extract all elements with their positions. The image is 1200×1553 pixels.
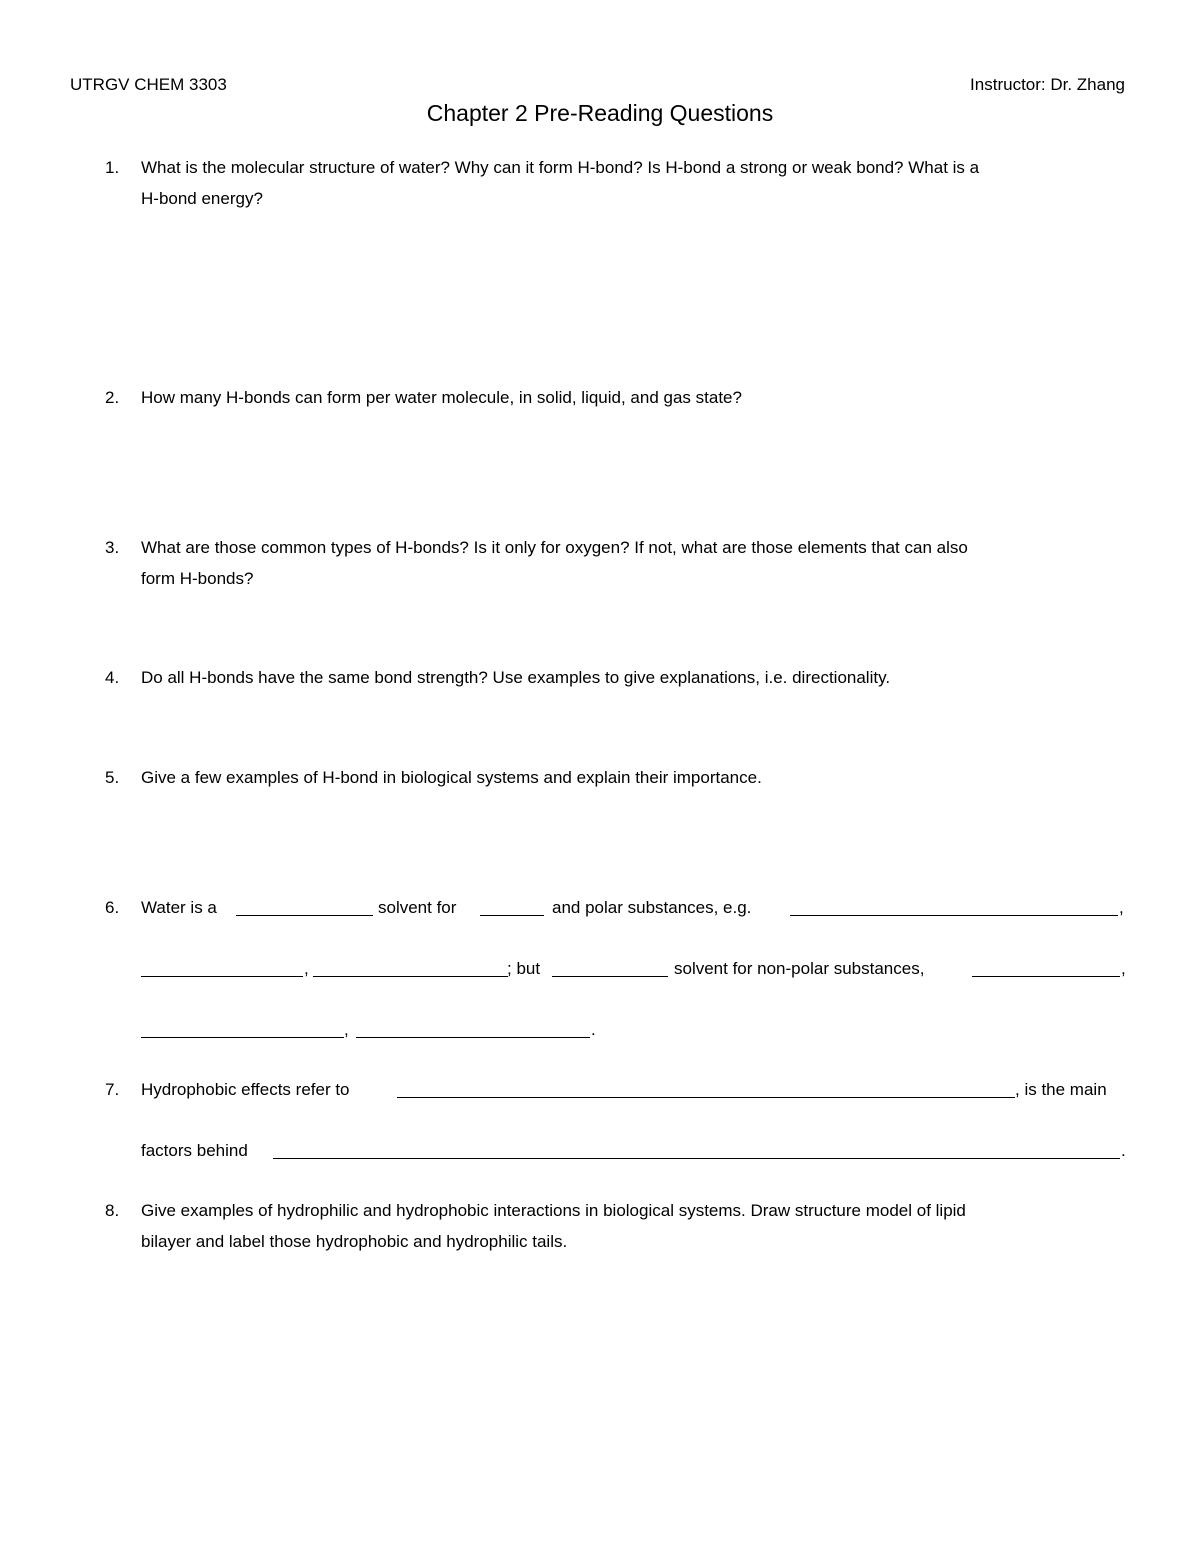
- question-number: 3.: [105, 538, 120, 557]
- question-text: Give a few examples of H-bond in biological systems and explain their importance.: [141, 768, 762, 787]
- question-text: ; but: [507, 959, 541, 978]
- question-text: , is the main: [1015, 1080, 1107, 1099]
- question-number: 2.: [105, 388, 120, 407]
- course-header: UTRGV CHEM 3303: [70, 75, 227, 94]
- question-text: Water is a: [141, 898, 217, 917]
- answer-blank[interactable]: [972, 976, 1120, 977]
- question-number: 6.: [105, 898, 120, 917]
- period: .: [591, 1020, 596, 1039]
- answer-blank[interactable]: [480, 915, 544, 916]
- comma: ,: [304, 959, 309, 978]
- question-text: bilayer and label those hydrophobic and hydrophilic tails.: [141, 1232, 568, 1251]
- question-text: What is the molecular structure of water? Why can it form H-bond? Is H-bond a strong or weak bond? What is a: [141, 158, 980, 177]
- answer-blank[interactable]: [313, 976, 508, 977]
- question-text: solvent for non-polar substances,: [674, 959, 925, 978]
- question-text: Do all H-bonds have the same bond strength? Use examples to give explanations, i.e. directionality.: [141, 668, 891, 687]
- question-text: What are those common types of H-bonds? Is it only for oxygen? If not, what are those elements that can also: [141, 538, 968, 557]
- question-text: Give examples of hydrophilic and hydrophobic interactions in biological systems. Draw structure model of lipid: [141, 1201, 966, 1220]
- question-number: 8.: [105, 1201, 120, 1220]
- instructor-header: Instructor: Dr. Zhang: [970, 75, 1125, 94]
- question-text: form H-bonds?: [141, 569, 254, 588]
- question-text: H-bond energy?: [141, 189, 263, 208]
- answer-blank[interactable]: [141, 976, 303, 977]
- answer-blank[interactable]: [790, 915, 1118, 916]
- answer-blank[interactable]: [356, 1037, 590, 1038]
- question-text: How many H-bonds can form per water molecule, in solid, liquid, and gas state?: [141, 388, 742, 407]
- answer-blank[interactable]: [273, 1158, 1120, 1159]
- question-number: 1.: [105, 158, 120, 177]
- period: .: [1121, 1141, 1126, 1160]
- answer-blank[interactable]: [552, 976, 668, 977]
- answer-blank[interactable]: [236, 915, 373, 916]
- comma: ,: [1121, 959, 1126, 978]
- question-number: 4.: [105, 668, 120, 687]
- question-number: 5.: [105, 768, 120, 787]
- page-title: Chapter 2 Pre-Reading Questions: [426, 100, 774, 126]
- question-text: Hydrophobic effects refer to: [141, 1080, 350, 1099]
- answer-blank[interactable]: [141, 1037, 344, 1038]
- question-number: 7.: [105, 1080, 120, 1099]
- question-text: factors behind: [141, 1141, 248, 1160]
- answer-blank[interactable]: [397, 1097, 1015, 1098]
- question-text: solvent for: [378, 898, 457, 917]
- question-text: and polar substances, e.g.: [552, 898, 752, 917]
- comma: ,: [1119, 898, 1124, 917]
- comma: ,: [344, 1020, 349, 1039]
